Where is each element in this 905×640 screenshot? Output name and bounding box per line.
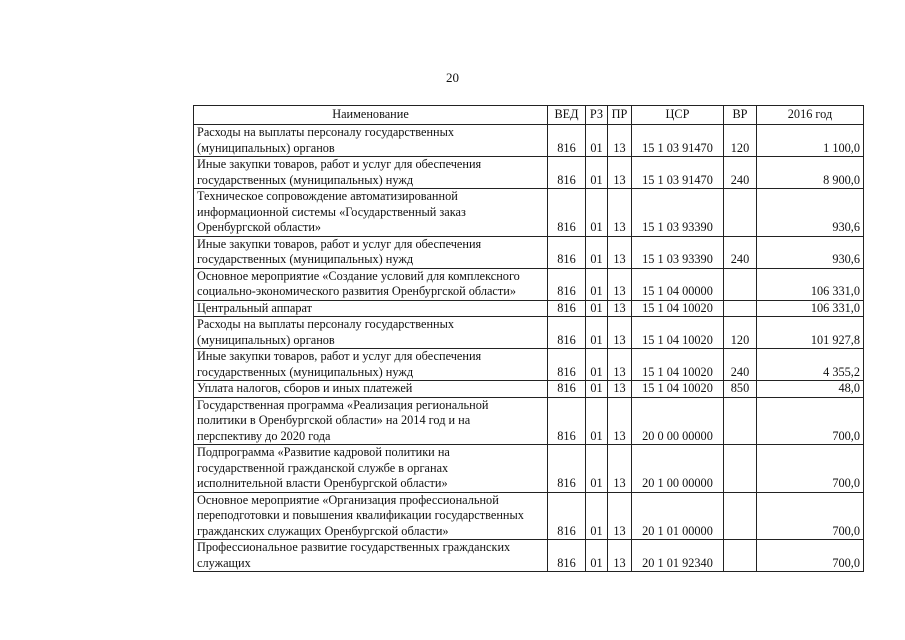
row-ved-cell: 816 — [548, 236, 586, 268]
row-csr-cell: 20 0 00 00000 — [632, 397, 724, 445]
row-vr-cell — [724, 397, 757, 445]
row-name-cell — [194, 317, 548, 349]
row-rz-cell: 01 — [586, 492, 608, 540]
header-ved: ВЕД — [548, 106, 586, 125]
row-pr-cell: 13 — [608, 157, 632, 189]
row-ved-cell: 816 — [548, 189, 586, 237]
header-csr: ЦСР — [632, 106, 724, 125]
row-pr-cell: 13 — [608, 189, 632, 237]
row-rz-cell: 01 — [586, 540, 608, 572]
table-row — [194, 540, 864, 572]
header-year: 2016 год — [757, 106, 864, 125]
row-rz-cell: 01 — [586, 349, 608, 381]
row-rz-cell: 01 — [586, 157, 608, 189]
row-name-line: переподготовки и повышения квалификации государственных — [197, 508, 524, 522]
row-amount-cell: 106 331,0 — [757, 268, 864, 300]
row-name-line: гражданских служащих Оренбургской области» — [197, 523, 449, 538]
row-name-line: служащих — [197, 555, 251, 570]
row-vr-cell: 240 — [724, 349, 757, 381]
row-pr-cell: 13 — [608, 381, 632, 398]
header-name: Наименование — [194, 106, 548, 125]
row-rz-cell: 01 — [586, 300, 608, 317]
row-vr-cell — [724, 492, 757, 540]
table-row — [194, 268, 864, 300]
row-name-cell — [194, 268, 548, 300]
row-csr-cell: 15 1 03 93390 — [632, 189, 724, 237]
row-name-line: Профессиональное развитие государственных гражданских — [197, 540, 511, 554]
row-rz-cell: 01 — [586, 236, 608, 268]
row-name-line: Государственная программа «Реализация региональной — [197, 397, 489, 412]
row-vr-cell — [724, 445, 757, 493]
header-pr: ПР — [608, 106, 632, 125]
row-name-cell — [194, 445, 548, 493]
row-name-line: политики в Оренбургской области» на 2014 год и на — [197, 413, 471, 427]
table-row — [194, 125, 864, 157]
row-pr-cell: 13 — [608, 300, 632, 317]
row-amount-cell: 101 927,8 — [757, 317, 864, 349]
row-amount-cell: 700,0 — [757, 540, 864, 572]
row-pr-cell: 13 — [608, 397, 632, 445]
row-ved-cell: 816 — [548, 349, 586, 381]
row-ved-cell: 816 — [548, 381, 586, 398]
row-name-cell — [194, 125, 548, 157]
row-amount-cell: 8 900,0 — [757, 157, 864, 189]
row-name-cell — [194, 236, 548, 268]
row-csr-cell: 20 1 00 00000 — [632, 445, 724, 493]
row-ved-cell: 816 — [548, 268, 586, 300]
row-ved-cell: 816 — [548, 300, 586, 317]
row-name-line: Расходы на выплаты персоналу государственных — [197, 317, 455, 331]
row-rz-cell: 01 — [586, 317, 608, 349]
row-name-line: Иные закупки товаров, работ и услуг для обеспечения — [197, 157, 482, 171]
row-name-cell — [194, 349, 548, 381]
budget-table — [193, 105, 864, 572]
row-ved-cell: 816 — [548, 492, 586, 540]
row-name-line: информационной системы «Государственный заказ — [197, 204, 466, 219]
row-pr-cell: 13 — [608, 268, 632, 300]
row-csr-cell: 15 1 03 93390 — [632, 236, 724, 268]
row-csr-cell: 15 1 04 10020 — [632, 300, 724, 317]
table-row — [194, 157, 864, 189]
row-name-line: Центральный аппарат — [197, 300, 312, 315]
row-amount-cell: 930,6 — [757, 236, 864, 268]
row-csr-cell: 15 1 04 10020 — [632, 349, 724, 381]
table-row — [194, 236, 864, 268]
row-name-line: Оренбургской области» — [197, 220, 322, 234]
table-body — [194, 125, 864, 572]
row-csr-cell: 15 1 04 10020 — [632, 381, 724, 398]
table-row — [194, 349, 864, 381]
row-vr-cell: 850 — [724, 381, 757, 398]
row-rz-cell: 01 — [586, 268, 608, 300]
table-header-row — [194, 106, 864, 125]
row-name-line: государственных (муниципальных) нужд — [197, 172, 414, 187]
row-name-cell — [194, 492, 548, 540]
row-vr-cell — [724, 300, 757, 317]
row-csr-cell: 15 1 04 10020 — [632, 317, 724, 349]
row-pr-cell: 13 — [608, 492, 632, 540]
row-name-cell — [194, 189, 548, 237]
row-name-cell — [194, 381, 548, 398]
row-name-line: государственных (муниципальных) нужд — [197, 364, 414, 379]
header-rz: РЗ — [586, 106, 608, 125]
row-vr-cell — [724, 189, 757, 237]
table-row — [194, 189, 864, 237]
page-number: 20 — [446, 70, 459, 85]
row-ved-cell: 816 — [548, 397, 586, 445]
row-name-line: Основное мероприятие «Создание условий для комплексного — [197, 268, 520, 283]
row-csr-cell: 15 1 04 00000 — [632, 268, 724, 300]
row-rz-cell: 01 — [586, 445, 608, 493]
row-pr-cell: 13 — [608, 540, 632, 572]
row-vr-cell: 120 — [724, 125, 757, 157]
row-name-line: Уплата налогов, сборов и иных платежей — [197, 381, 413, 395]
row-name-cell — [194, 157, 548, 189]
row-csr-cell: 20 1 01 00000 — [632, 492, 724, 540]
row-name-cell — [194, 397, 548, 445]
row-rz-cell: 01 — [586, 125, 608, 157]
row-name-line: исполнительной власти Оренбургской области» — [197, 476, 448, 490]
row-rz-cell: 01 — [586, 381, 608, 398]
row-pr-cell: 13 — [608, 445, 632, 493]
row-ved-cell: 816 — [548, 540, 586, 572]
row-name-line: Иные закупки товаров, работ и услуг для обеспечения — [197, 236, 482, 251]
row-csr-cell: 15 1 03 91470 — [632, 125, 724, 157]
row-amount-cell: 48,0 — [757, 381, 864, 398]
header-vr: ВР — [724, 106, 757, 125]
row-name-line: государственной гражданской службе в органах — [197, 460, 449, 475]
row-amount-cell: 700,0 — [757, 397, 864, 445]
table-row — [194, 492, 864, 540]
table-row — [194, 317, 864, 349]
row-name-line: социально-экономического развития Оренбургской области» — [197, 284, 516, 298]
row-rz-cell: 01 — [586, 189, 608, 237]
row-name-cell — [194, 300, 548, 317]
row-vr-cell: 120 — [724, 317, 757, 349]
row-ved-cell: 816 — [548, 445, 586, 493]
row-name-line: Основное мероприятие «Организация профессиональной — [197, 492, 499, 507]
row-pr-cell: 13 — [608, 317, 632, 349]
row-name-line: перспективу до 2020 года — [197, 428, 331, 443]
row-amount-cell: 4 355,2 — [757, 349, 864, 381]
row-rz-cell: 01 — [586, 397, 608, 445]
row-name-line: государственных (муниципальных) нужд — [197, 252, 414, 266]
row-csr-cell: 20 1 01 92340 — [632, 540, 724, 572]
row-ved-cell: 816 — [548, 125, 586, 157]
row-amount-cell: 930,6 — [757, 189, 864, 237]
row-csr-cell: 15 1 03 91470 — [632, 157, 724, 189]
row-name-line: Иные закупки товаров, работ и услуг для обеспечения — [197, 349, 482, 363]
row-vr-cell — [724, 540, 757, 572]
table-row — [194, 300, 864, 317]
table-row — [194, 381, 864, 398]
table-row — [194, 397, 864, 445]
row-name-line: (муниципальных) органов — [197, 332, 335, 347]
row-vr-cell — [724, 268, 757, 300]
row-vr-cell: 240 — [724, 236, 757, 268]
row-name-line: (муниципальных) органов — [197, 140, 335, 155]
table-row — [194, 445, 864, 493]
row-pr-cell: 13 — [608, 349, 632, 381]
row-amount-cell: 700,0 — [757, 445, 864, 493]
row-pr-cell: 13 — [608, 236, 632, 268]
row-name-cell — [194, 540, 548, 572]
row-pr-cell: 13 — [608, 125, 632, 157]
row-name-line: Расходы на выплаты персоналу государственных — [197, 125, 455, 139]
row-ved-cell: 816 — [548, 317, 586, 349]
row-amount-cell: 106 331,0 — [757, 300, 864, 317]
row-amount-cell: 700,0 — [757, 492, 864, 540]
row-name-line: Подпрограмма «Развитие кадровой политики на — [197, 445, 450, 459]
row-name-line: Техническое сопровождение автоматизированной — [197, 189, 458, 203]
row-amount-cell: 1 100,0 — [757, 125, 864, 157]
row-vr-cell: 240 — [724, 157, 757, 189]
row-ved-cell: 816 — [548, 157, 586, 189]
